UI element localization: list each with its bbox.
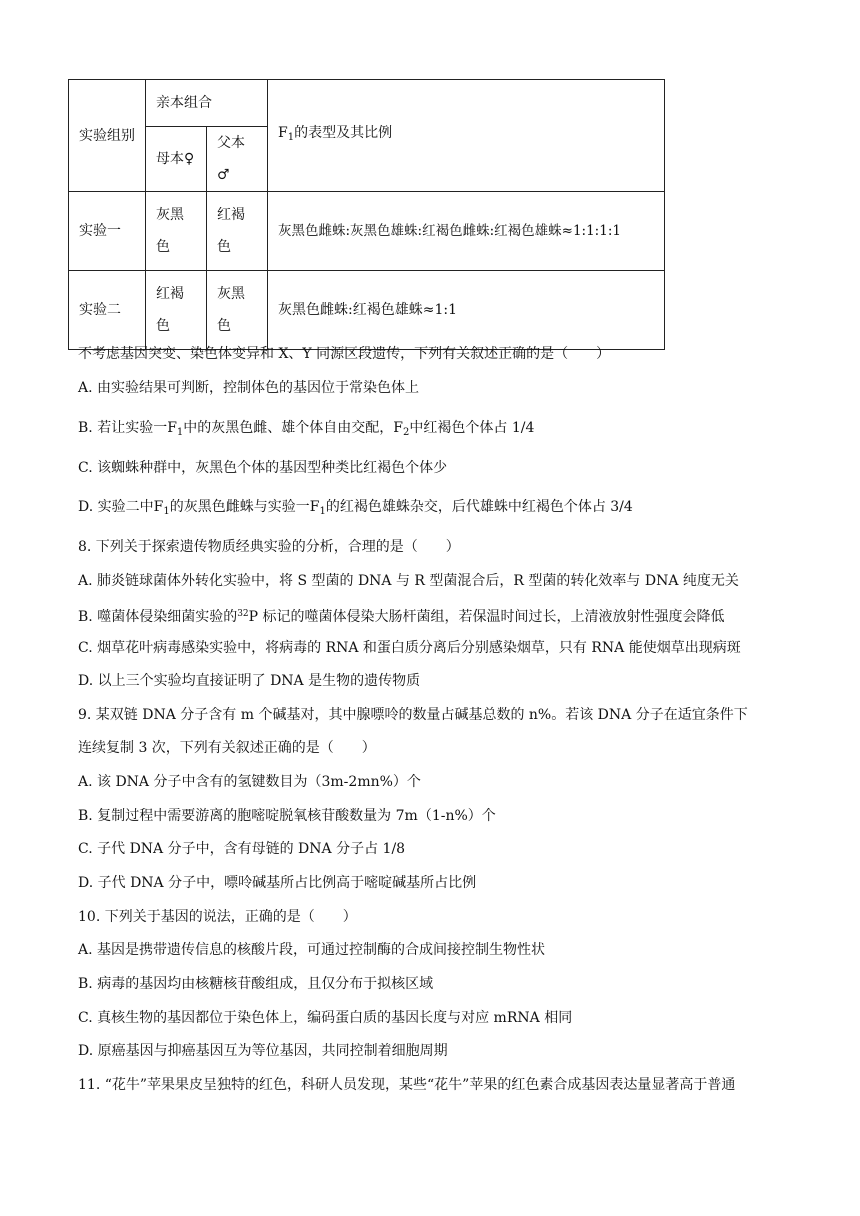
row-2-father: 灰黑色 (207, 271, 268, 350)
q7-option-a: A. 由实验结果可判断，控制体色的基因位于常染色体上 (78, 380, 420, 396)
q8-option-a: A. 肺炎链球菌体外转化实验中，将 S 型菌的 DNA 与 R 型菌混合后，R 型菌的转化效率与 DNA 纯度无关 (78, 573, 739, 589)
experiment-table (68, 79, 665, 350)
header-f1-letter: F (278, 125, 288, 141)
q10-option-c: C. 真核生物的基因都位于染色体上，编码蛋白质的基因长度与对应 mRNA 相同 (78, 1010, 573, 1026)
q7-option-d (78, 497, 633, 522)
q9-option-d: D. 子代 DNA 分子中，嘌呤碱基所占比例高于嘧啶碱基所占比例 (78, 875, 477, 891)
q8-b-post: P 标记的噬菌体侵染大肠杆菌组，若保温时间过长，上清液放射性强度会降低 (248, 609, 725, 625)
q7-b-f: F (167, 420, 177, 436)
q7-d-f: F (153, 499, 164, 515)
row-2-mother: 红褐色 (146, 271, 207, 350)
q10-stem: 10. 下列关于基因的说法，正确的是（ ） (78, 909, 357, 925)
q9-option-c: C. 子代 DNA 分子中，含有母链的 DNA 分子占 1/8 (78, 841, 406, 857)
header-f1-rest: 的表型及其比例 (294, 125, 393, 141)
row-1-result: 灰黑色雌蛛:灰黑色雄蛛:红褐色雌蛛:红褐色雄蛛≈1:1:1:1 (268, 192, 665, 271)
q10-option-d: D. 原癌基因与抑癌基因互为等位基因，共同控制着细胞周期 (78, 1043, 448, 1059)
q10-option-a: A. 基因是携带遗传信息的核酸片段，可通过控制酶的合成间接控制生物性状 (78, 942, 546, 958)
q10-option-b: B. 病毒的基因均由核糖核苷酸组成，且仅分布于拟核区域 (78, 976, 434, 992)
row-1-mother: 灰黑色 (146, 192, 207, 271)
row-1-father: 红褐色 (207, 192, 268, 271)
row-2-result: 灰黑色雌蛛:红褐色雄蛛≈1:1 (268, 271, 665, 350)
q7-d-mid: 的灰黑色雌蛛与实验一 (169, 499, 310, 515)
q8-stem: 8. 下列关于探索遗传物质经典实验的分析，合理的是（ ） (78, 539, 460, 555)
q7-d-f2: F (309, 499, 320, 515)
header-mother: 母本♀ (146, 127, 207, 192)
q7-d-sub1b: 1 (319, 506, 326, 517)
row-1-group: 实验一 (69, 192, 146, 271)
q8-b-pre: B. 噬菌体侵染细菌实验的 (78, 609, 238, 625)
header-father: 父本♂ (207, 127, 268, 192)
q8-b-sup: 32 (237, 609, 249, 619)
q7-d-post: 的红褐色雄蛛杂交，后代雄蛛中红褐色个体占 3/4 (325, 499, 633, 515)
q7-b-sub1: 1 (176, 427, 184, 438)
header-f1 (268, 80, 665, 192)
q7-option-b (78, 418, 534, 443)
q7-b-f2: F (393, 420, 404, 436)
q7-b-post: 中红褐色个体占 1/4 (409, 420, 535, 436)
row-2-group: 实验二 (69, 271, 146, 350)
header-parents: 亲本组合 (146, 80, 268, 127)
q8-option-c: C. 烟草花叶病毒感染实验中，将病毒的 RNA 和蛋白质分离后分别感染烟草，只有 RNA 能使烟草出现病斑 (78, 640, 741, 656)
q9-option-b: B. 复制过程中需要游离的胞嘧啶脱氧核苷酸数量为 7m（1-n%）个 (78, 808, 496, 824)
q7-d-pre: D. 实验二中 (78, 499, 154, 515)
q9-option-a: A. 该 DNA 分子中含有的氢键数目为（3m-2mn%）个 (78, 774, 421, 790)
q7-option-c: C. 该蜘蛛种群中，灰黑色个体的基因型种类比红褐色个体少 (78, 460, 448, 476)
header-f1-sub: 1 (287, 132, 295, 143)
q7-stem: 不考虑基因突变、染色体变异和 X、Y 同源区段遗传，下列有关叙述正确的是（ ） (78, 346, 611, 362)
q8-option-b (78, 604, 725, 627)
header-group: 实验组别 (69, 80, 146, 192)
q11-stem: 11. “花牛”苹果果皮呈独特的红色，科研人员发现，某些“花牛”苹果的红色素合成基因表达量显著高于普通 (78, 1077, 736, 1093)
q7-b-sub2: 2 (403, 427, 410, 438)
q7-b-pre: B. 若让实验一 (78, 420, 168, 436)
q8-option-d: D. 以上三个实验均直接证明了 DNA 是生物的遗传物质 (78, 673, 421, 689)
q7-b-mid: 中的灰黑色雌、雄个体自由交配， (183, 420, 394, 436)
q7-d-sub1: 1 (163, 506, 170, 517)
q9-stem-1: 9. 某双链 DNA 分子含有 m 个碱基对，其中腺嘌呤的数量占碱基总数的 n%。若该 DNA 分子在适宜条件下 (78, 707, 748, 723)
q9-stem-2: 连续复制 3 次，下列有关叙述正确的是（ ） (78, 740, 376, 756)
